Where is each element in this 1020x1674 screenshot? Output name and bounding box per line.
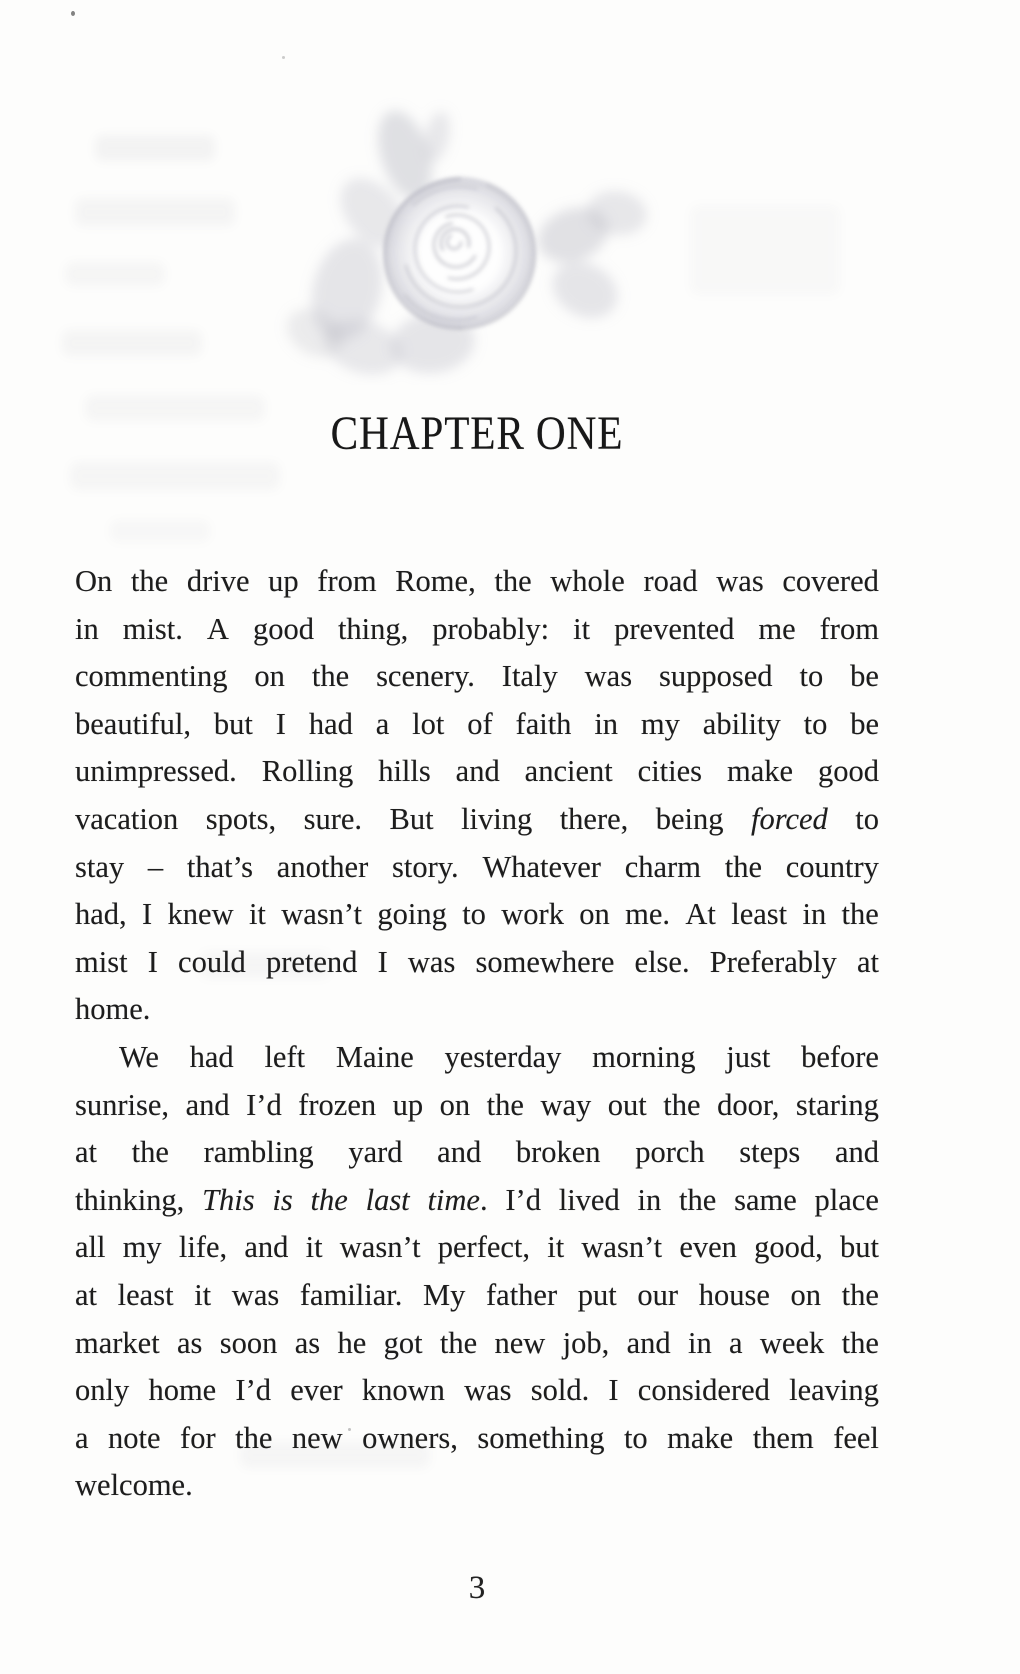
word: from xyxy=(317,564,377,598)
bleed-through-artifact xyxy=(110,520,210,542)
word: be xyxy=(850,659,879,694)
text-line xyxy=(75,891,879,939)
word: it xyxy=(547,1230,565,1265)
word: the xyxy=(439,1325,478,1360)
word: my xyxy=(640,706,680,741)
word: sure. xyxy=(303,801,363,836)
word: commenting xyxy=(75,659,228,694)
word: I xyxy=(275,706,286,741)
word: pretend xyxy=(265,944,358,979)
word: same xyxy=(734,1182,797,1217)
word: I’d xyxy=(246,1087,282,1122)
word: me xyxy=(758,611,796,646)
word: before xyxy=(801,1039,879,1074)
word: Rolling xyxy=(261,754,354,789)
word: it xyxy=(573,611,591,646)
word: it xyxy=(305,1230,323,1265)
word: had, xyxy=(75,897,127,932)
word: mist. xyxy=(122,611,183,646)
word: the xyxy=(310,1182,348,1217)
word: living xyxy=(461,801,533,836)
text-line xyxy=(75,1367,879,1415)
word: from xyxy=(819,611,879,646)
word: on xyxy=(254,659,285,694)
word: the xyxy=(841,1277,879,1312)
word: At xyxy=(685,897,716,932)
word: covered xyxy=(782,564,879,598)
word: on xyxy=(439,1087,471,1122)
word: he xyxy=(337,1325,367,1360)
word: week xyxy=(759,1325,825,1360)
word: for xyxy=(180,1420,216,1455)
word: a xyxy=(729,1325,743,1360)
word: was xyxy=(584,659,633,694)
word: on xyxy=(790,1277,822,1312)
word: had xyxy=(308,706,353,741)
word: and xyxy=(455,754,500,789)
text-line xyxy=(75,844,879,892)
word: Italy xyxy=(501,659,558,694)
word: ancient xyxy=(524,754,613,789)
word: else. xyxy=(634,944,690,979)
word: stay xyxy=(75,849,125,884)
word: welcome. xyxy=(75,1468,193,1503)
word: sold. xyxy=(530,1373,590,1408)
word: something xyxy=(477,1420,605,1455)
word: job, xyxy=(562,1325,610,1360)
word: life, xyxy=(178,1230,228,1265)
word: note xyxy=(108,1420,161,1455)
word: at xyxy=(75,1277,98,1312)
word: to xyxy=(799,659,824,694)
word: to xyxy=(803,706,828,741)
word: faith xyxy=(515,706,572,741)
word: I’d xyxy=(235,1373,271,1408)
word: market xyxy=(75,1325,160,1360)
word: me. xyxy=(625,897,671,932)
text-line xyxy=(75,1462,879,1510)
word: had xyxy=(189,1039,234,1074)
bleed-through-artifact xyxy=(62,330,202,356)
word: father xyxy=(486,1277,558,1312)
word: way xyxy=(540,1087,592,1122)
word: it xyxy=(194,1277,212,1312)
word: and xyxy=(185,1087,230,1122)
word: leaving xyxy=(789,1373,879,1408)
word: thinking, xyxy=(75,1182,185,1217)
word: be xyxy=(850,706,879,741)
word: the xyxy=(486,1087,524,1122)
word: new xyxy=(291,1420,343,1455)
word: steps xyxy=(739,1135,801,1170)
word: being xyxy=(655,801,724,836)
word: We xyxy=(119,1039,159,1074)
word: I xyxy=(608,1373,619,1408)
word: known xyxy=(361,1373,445,1408)
word: the xyxy=(311,659,350,694)
text-line xyxy=(75,1082,879,1130)
word: was xyxy=(231,1277,280,1312)
rose-illustration-icon xyxy=(255,85,685,385)
word: unimpressed. xyxy=(75,754,237,789)
word: was xyxy=(464,1373,512,1408)
word: place xyxy=(814,1182,879,1217)
word: the xyxy=(724,849,762,884)
word: in xyxy=(75,611,99,646)
word: vacation xyxy=(75,801,179,836)
word: got xyxy=(383,1325,423,1360)
word: least xyxy=(117,1277,174,1312)
word: rambling xyxy=(203,1135,314,1170)
word: on xyxy=(579,897,610,932)
word: the xyxy=(494,564,532,598)
word: frozen xyxy=(298,1087,377,1122)
word: was xyxy=(716,564,764,598)
word: the xyxy=(131,1135,169,1170)
text-line xyxy=(75,606,879,654)
text-line xyxy=(75,748,879,796)
body-text xyxy=(75,558,879,1510)
word: supposed xyxy=(659,659,773,694)
word: last xyxy=(365,1182,410,1217)
word: broken xyxy=(515,1135,601,1170)
word: of xyxy=(467,706,493,741)
word: the xyxy=(841,897,879,932)
word: up xyxy=(268,564,299,598)
word: country xyxy=(785,849,879,884)
word: and xyxy=(834,1135,879,1170)
word: road xyxy=(643,564,698,598)
text-line xyxy=(75,558,879,606)
word: I xyxy=(147,944,158,979)
word: sunrise, xyxy=(75,1087,170,1122)
word: familiar. xyxy=(299,1277,403,1312)
word: make xyxy=(726,754,794,789)
word: feel xyxy=(833,1420,879,1455)
word: spots, xyxy=(205,801,277,836)
word: time. xyxy=(427,1182,488,1217)
word: perfect, xyxy=(437,1230,531,1265)
word: up xyxy=(392,1087,424,1122)
word: But xyxy=(389,801,434,836)
word: scenery. xyxy=(376,659,475,694)
word: it xyxy=(248,897,266,932)
word: Whatever xyxy=(482,849,601,884)
word: ability xyxy=(702,706,781,741)
word: considered xyxy=(637,1373,770,1408)
word: probably: xyxy=(432,611,550,646)
word: another xyxy=(276,849,369,884)
word: wasn’t xyxy=(339,1230,421,1265)
word: but xyxy=(839,1230,879,1265)
word: was xyxy=(407,944,456,979)
word: story. xyxy=(392,849,459,884)
text-line xyxy=(75,701,879,749)
word: good, xyxy=(754,1230,823,1265)
word: This xyxy=(202,1182,255,1217)
word: my xyxy=(122,1230,162,1265)
text-line xyxy=(75,986,879,1034)
scan-speck xyxy=(282,56,285,59)
word: Rome, xyxy=(395,564,476,598)
word: least xyxy=(731,897,788,932)
word: and xyxy=(244,1230,289,1265)
word: thing, xyxy=(337,611,409,646)
word: them xyxy=(752,1420,814,1455)
word: our xyxy=(637,1277,679,1312)
text-line xyxy=(75,1415,879,1463)
word: charm xyxy=(624,849,701,884)
word: morning xyxy=(592,1039,696,1074)
text-line xyxy=(75,1177,879,1225)
word: the xyxy=(663,1087,701,1122)
word: as xyxy=(177,1325,203,1360)
word: yesterday xyxy=(444,1039,562,1074)
word: On xyxy=(75,564,113,598)
bleed-through-artifact xyxy=(690,205,840,295)
word: the xyxy=(235,1420,273,1455)
scan-speck xyxy=(71,11,75,16)
word: Maine xyxy=(335,1039,414,1074)
text-line xyxy=(75,1320,879,1368)
text-line xyxy=(75,939,879,987)
word: at xyxy=(75,1135,98,1170)
word: is xyxy=(272,1182,293,1217)
chapter-title: CHAPTER ONE xyxy=(330,407,624,460)
word: hills xyxy=(378,754,431,789)
word: going xyxy=(377,897,447,932)
word: somewhere xyxy=(475,944,615,979)
word: only xyxy=(75,1373,130,1408)
word: wasn’t xyxy=(581,1230,663,1265)
word: all xyxy=(75,1230,106,1265)
word: in xyxy=(802,897,827,932)
word: the xyxy=(130,564,169,598)
word: yard xyxy=(348,1135,403,1170)
word: My xyxy=(423,1277,466,1312)
text-line xyxy=(75,1034,879,1082)
word: lived xyxy=(558,1182,620,1217)
word: A xyxy=(206,611,229,646)
bleed-through-artifact xyxy=(70,462,280,490)
word: could xyxy=(178,944,246,979)
word: there, xyxy=(559,801,629,836)
text-line xyxy=(75,796,879,844)
word: beautiful, xyxy=(75,706,192,741)
word: as xyxy=(294,1325,321,1360)
word: new xyxy=(494,1325,546,1360)
word: left xyxy=(264,1039,306,1074)
text-line xyxy=(75,1272,879,1320)
word: staring xyxy=(795,1087,879,1122)
word: house xyxy=(698,1277,770,1312)
page-number: 3 xyxy=(468,1570,486,1606)
text-line xyxy=(75,1129,879,1177)
word: make xyxy=(667,1420,734,1455)
word: just xyxy=(726,1039,771,1074)
word: I xyxy=(377,944,388,979)
word: but xyxy=(213,706,253,741)
word: out xyxy=(607,1087,647,1122)
text-line xyxy=(75,653,879,701)
word: to xyxy=(623,1420,648,1455)
word: home. xyxy=(75,992,151,1027)
word: home xyxy=(148,1373,217,1408)
word: mist xyxy=(75,944,128,979)
word: a xyxy=(75,1420,89,1455)
word: Preferably xyxy=(709,944,837,979)
bleed-through-artifact xyxy=(75,198,235,226)
word: the xyxy=(679,1182,717,1217)
word: cities xyxy=(637,754,703,789)
word: to xyxy=(462,897,486,932)
word: the xyxy=(841,1325,879,1360)
word: forced xyxy=(751,801,828,836)
word: even xyxy=(679,1230,737,1265)
word: door, xyxy=(717,1087,780,1122)
word: good xyxy=(817,754,879,789)
word: that’s xyxy=(186,849,254,884)
text-line xyxy=(75,1224,879,1272)
word: a xyxy=(375,706,390,741)
word: in xyxy=(637,1182,662,1217)
word: owners, xyxy=(362,1420,458,1455)
word: drive xyxy=(186,564,250,598)
word: I’d xyxy=(505,1182,541,1217)
word: knew xyxy=(167,897,234,932)
bleed-through-artifact xyxy=(95,135,215,161)
word: whole xyxy=(550,564,625,598)
word: prevented xyxy=(614,611,735,646)
word: porch xyxy=(635,1135,705,1170)
word: in xyxy=(687,1325,712,1360)
word: – xyxy=(147,849,164,884)
word: soon xyxy=(219,1325,278,1360)
word: lot xyxy=(412,706,445,741)
word: at xyxy=(856,944,879,979)
bleed-through-artifact xyxy=(65,262,165,286)
word: I xyxy=(142,897,153,932)
word: wasn’t xyxy=(281,897,363,932)
word: ever xyxy=(290,1373,343,1408)
word: in xyxy=(594,706,619,741)
word: to xyxy=(855,801,879,836)
word: and xyxy=(437,1135,482,1170)
word: and xyxy=(626,1325,671,1360)
word: good xyxy=(252,611,314,646)
word: put xyxy=(577,1277,617,1312)
word: work xyxy=(501,897,564,932)
